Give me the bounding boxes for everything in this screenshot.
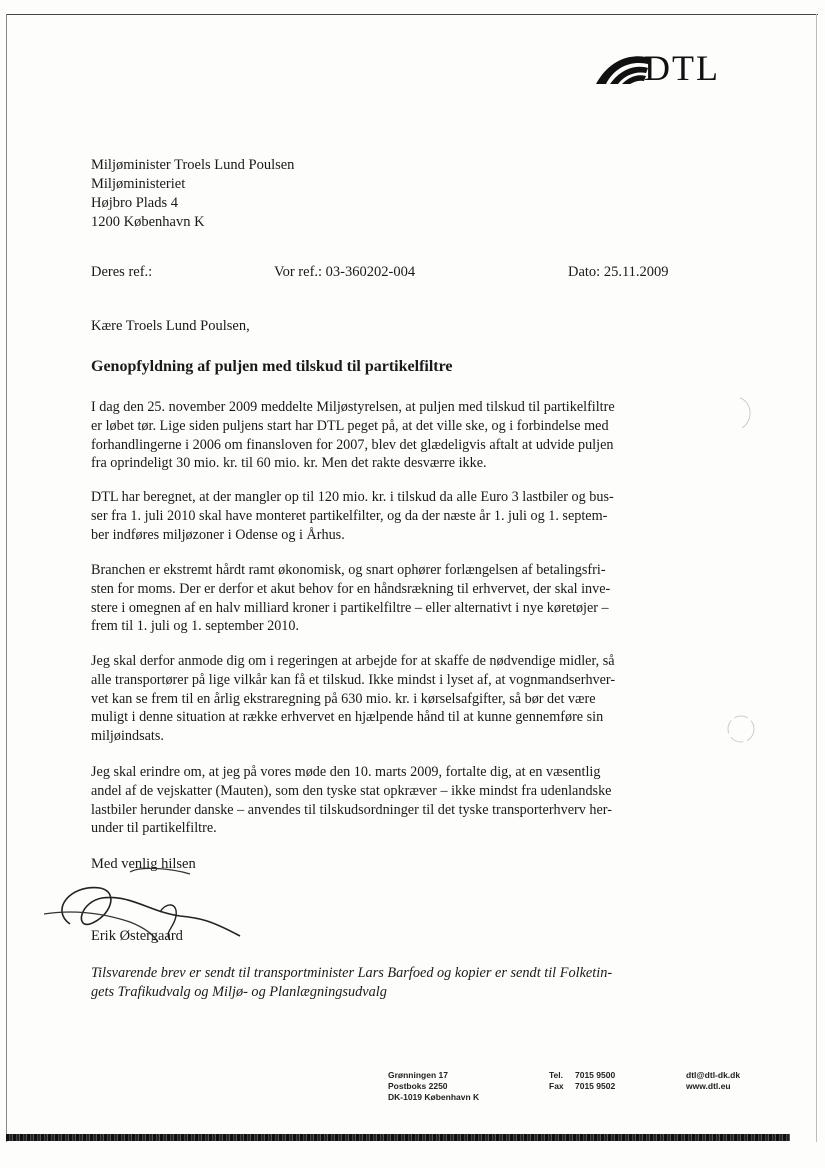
text-line: forhandlingerne i 2006 om finansloven for 2007, blev det glædeligvis aftalt at udvide puljen — [91, 436, 614, 453]
phone-number: 7015 9500 — [575, 1070, 616, 1080]
recipient-line: Højbro Plads 4 — [91, 195, 178, 211]
footer-address — [388, 1070, 479, 1103]
signer-name: Erik Østergaard — [91, 928, 183, 944]
recipient-line: Miljøministeriet — [91, 176, 186, 192]
letter-date: Dato: 25.11.2009 — [568, 264, 669, 280]
text-line: Tilsvarende brev er sendt til transportminister Lars Barfoed og kopier er sendt til Folketin- — [91, 965, 613, 981]
email-address: dtl@dtl-dk.dk — [686, 1070, 741, 1080]
footer-contact-numbers — [549, 1070, 615, 1092]
scan-artifact-icon — [728, 396, 758, 430]
text-line: I dag den 25. november 2009 meddelte Miljøstyrelsen, at puljen med tilskud til partikelfiltre — [91, 399, 615, 415]
page-frame-right — [816, 14, 817, 1142]
text-line: er løbet tør. Lige siden puljens start har DTL peget på, at det ville ske, og i forbindelse med — [91, 417, 609, 434]
page-frame-left — [6, 14, 7, 1142]
closing-phrase: Med venlig hilsen — [91, 856, 196, 872]
phone-label: Tel. — [549, 1070, 564, 1080]
paragraph-3 — [91, 561, 681, 636]
text-line: DTL har beregnet, at der mangler op til 120 mio. kr. i tilskud da alle Euro 3 lastbiler og bus- — [91, 489, 614, 505]
paragraph-2 — [91, 488, 681, 544]
text-line: ser fra 1. juli 2010 skal have monteret partikelfilter, og da der næste år 1. juli og 1. septem- — [91, 507, 608, 524]
text-line: miljøindsats. — [91, 728, 164, 745]
dtl-logo — [594, 44, 744, 88]
our-reference: Vor ref.: 03-360202-004 — [274, 264, 416, 280]
text-line: muligt i denne situation at række erhvervet en hjælpende hånd til at kunne gennemføre sin — [91, 709, 604, 726]
text-line: Branchen er ekstremt hårdt ramt økonomisk, og snart ophører forlængelsen af betalingsfri- — [91, 562, 606, 578]
text-line: alle transportører på lige vilkår kan få et tilskud. Ikke mindst i lyset af, at vognmandserhver- — [91, 671, 616, 688]
website: www.dtl.eu — [686, 1081, 731, 1091]
text-line: stere i omegnen af en halv milliard kroner i partikelfiltre – eller alternativt i nye køretøjer – — [91, 599, 609, 616]
salutation: Kære Troels Lund Poulsen, — [91, 318, 250, 334]
scan-edge-bar — [6, 1134, 790, 1141]
dtl-logo-text: DTL — [644, 48, 720, 88]
text-line: sten for moms. Der er derfor et akut behov for en håndsrækning til erhvervet, der skal inve- — [91, 580, 611, 597]
footer-online — [686, 1070, 740, 1092]
text-line: frem til 1. juli og 1. september 2010. — [91, 618, 300, 635]
their-reference: Deres ref.: — [91, 264, 153, 280]
fax-label: Fax — [549, 1081, 564, 1091]
text-line: fra oprindeligt 30 mio. kr. til 60 mio. kr. Men det rakte desværre ikke. — [91, 455, 487, 472]
text-line: andel af de vejskatter (Mauten), som den tyske stat opkræver – ikke mindst fra udenlandske — [91, 782, 612, 799]
text-line: lastbiler herunder danske – anvendes til tilskudsordninger til det tyske transporterhverv her- — [91, 801, 612, 818]
paragraph-1 — [91, 398, 681, 473]
recipient-line: 1200 København K — [91, 214, 205, 230]
text-line: Jeg skal erindre om, at jeg på vores møde den 10. marts 2009, fortalte dig, at en væsentlig — [91, 764, 601, 780]
text-line: vet kan se frem til en årlig ekstraregning på 630 mio. kr. i kørselsafgifter, så bør det være — [91, 690, 596, 707]
text-line: gets Trafikudvalg og Miljø- og Planlægningsudvalg — [91, 984, 387, 1000]
scan-artifact-icon — [724, 712, 758, 746]
footer-line: Grønningen 17 — [388, 1070, 448, 1080]
footer-line: Postboks 2250 — [388, 1081, 448, 1091]
fax-number: 7015 9502 — [575, 1081, 616, 1091]
recipient-address — [91, 156, 294, 232]
footer-line: DK-1019 København K — [388, 1092, 480, 1102]
letter-subject: Genopfyldning af puljen med tilskud til partikelfiltre — [91, 358, 453, 375]
page-frame-top — [6, 14, 818, 15]
text-line: under til partikelfiltre. — [91, 820, 217, 837]
text-line: Jeg skal derfor anmode dig om i regeringen at arbejde for at skaffe de nødvendige midler, så — [91, 653, 615, 669]
paragraph-4 — [91, 652, 681, 746]
paragraph-5 — [91, 763, 681, 838]
cc-note — [91, 964, 612, 1002]
text-line: ber indføres miljøzoner i Odense og i Århus. — [91, 526, 345, 543]
recipient-line: Miljøminister Troels Lund Poulsen — [91, 157, 295, 173]
